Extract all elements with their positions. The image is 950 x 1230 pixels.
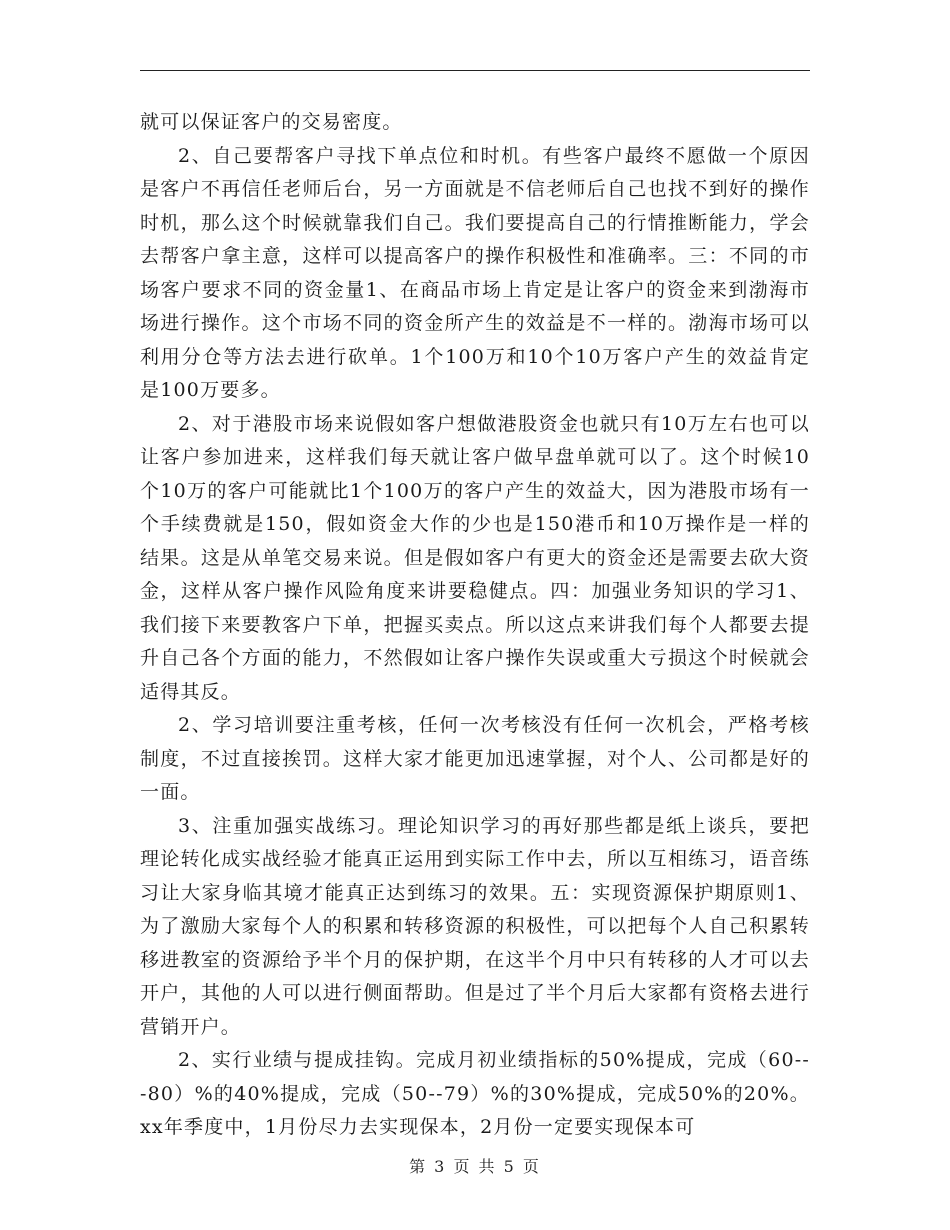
paragraph: 2、实行业绩与提成挂钩。完成月初业绩指标的50%提成，完成（60---80）%的40%提成，完成（50--79）%的30%提成，完成50%的20%。xx年季度中，1月份尽力去实现保本，2月份一定要实现保本可 bbox=[140, 1049, 810, 1138]
page-number-footer: 第 3 页 共 5 页 bbox=[409, 1157, 541, 1176]
paragraph: 2、自己要帮客户寻找下单点位和时机。有些客户最终不愿做一个原因是客户不再信任老师后台，另一方面就是不信老师后自己也找不到好的操作时机，那么这个时候就靠我们自己。我们要提高自己的行情推断能力，学会去帮客户拿主意，这样可以提高客户的操作积极性和准确率。三：不同的市场客户要求不同的资金量1、在商品市场上肯定是让客户的资金来到渤海市场进行操作。这个市场不同的资金所产生的效益是不一样的。渤海市场可以利用分仓等方法去进行砍单。1个100万和10个10万客户产生的效益肯定是100万要多。 bbox=[140, 144, 810, 401]
document-body bbox=[140, 106, 810, 1145]
paragraph: 就可以保证客户的交易密度。 bbox=[140, 111, 403, 133]
header-divider bbox=[140, 70, 810, 71]
paragraph: 2、对于港股市场来说假如客户想做港股资金也就只有10万左右也可以让客户参加进来，这样我们每天就让客户做早盘单就可以了。这个时候10个10万的客户可能就比1个100万的客户产生的效益大，因为港股市场有一个手续费就是150，假如资金大作的少也是150港币和10万操作是一样的结果。这是从单笔交易来说。但是假如客户有更大的资金还是需要去砍大资金，这样从客户操作风险角度来讲要稳健点。四：加强业务知识的学习1、我们接下来要教客户下单，把握买卖点。所以这点来讲我们每个人都要去提升自己各个方面的能力，不然假如让客户操作失误或重大亏损这个时候就会适得其反。 bbox=[140, 412, 810, 703]
paragraph: 3、注重加强实战练习。理论知识学习的再好那些都是纸上谈兵，要把理论转化成实战经验才能真正运用到实际工作中去，所以互相练习，语音练习让大家身临其境才能真正达到练习的效果。五：实现资源保护期原则1、为了激励大家每个人的积累和转移资源的积极性，可以把每个人自己积累转移进教室的资源给予半个月的保护期，在这半个月中只有转移的人才可以去开户，其他的人可以进行侧面帮助。但是过了半个月后大家都有资格去进行营销开户。 bbox=[140, 814, 810, 1038]
paragraph: 2、学习培训要注重考核，任何一次考核没有任何一次机会，严格考核制度，不过直接挨罚。这样大家才能更加迅速掌握，对个人、公司都是好的一面。 bbox=[140, 714, 810, 803]
